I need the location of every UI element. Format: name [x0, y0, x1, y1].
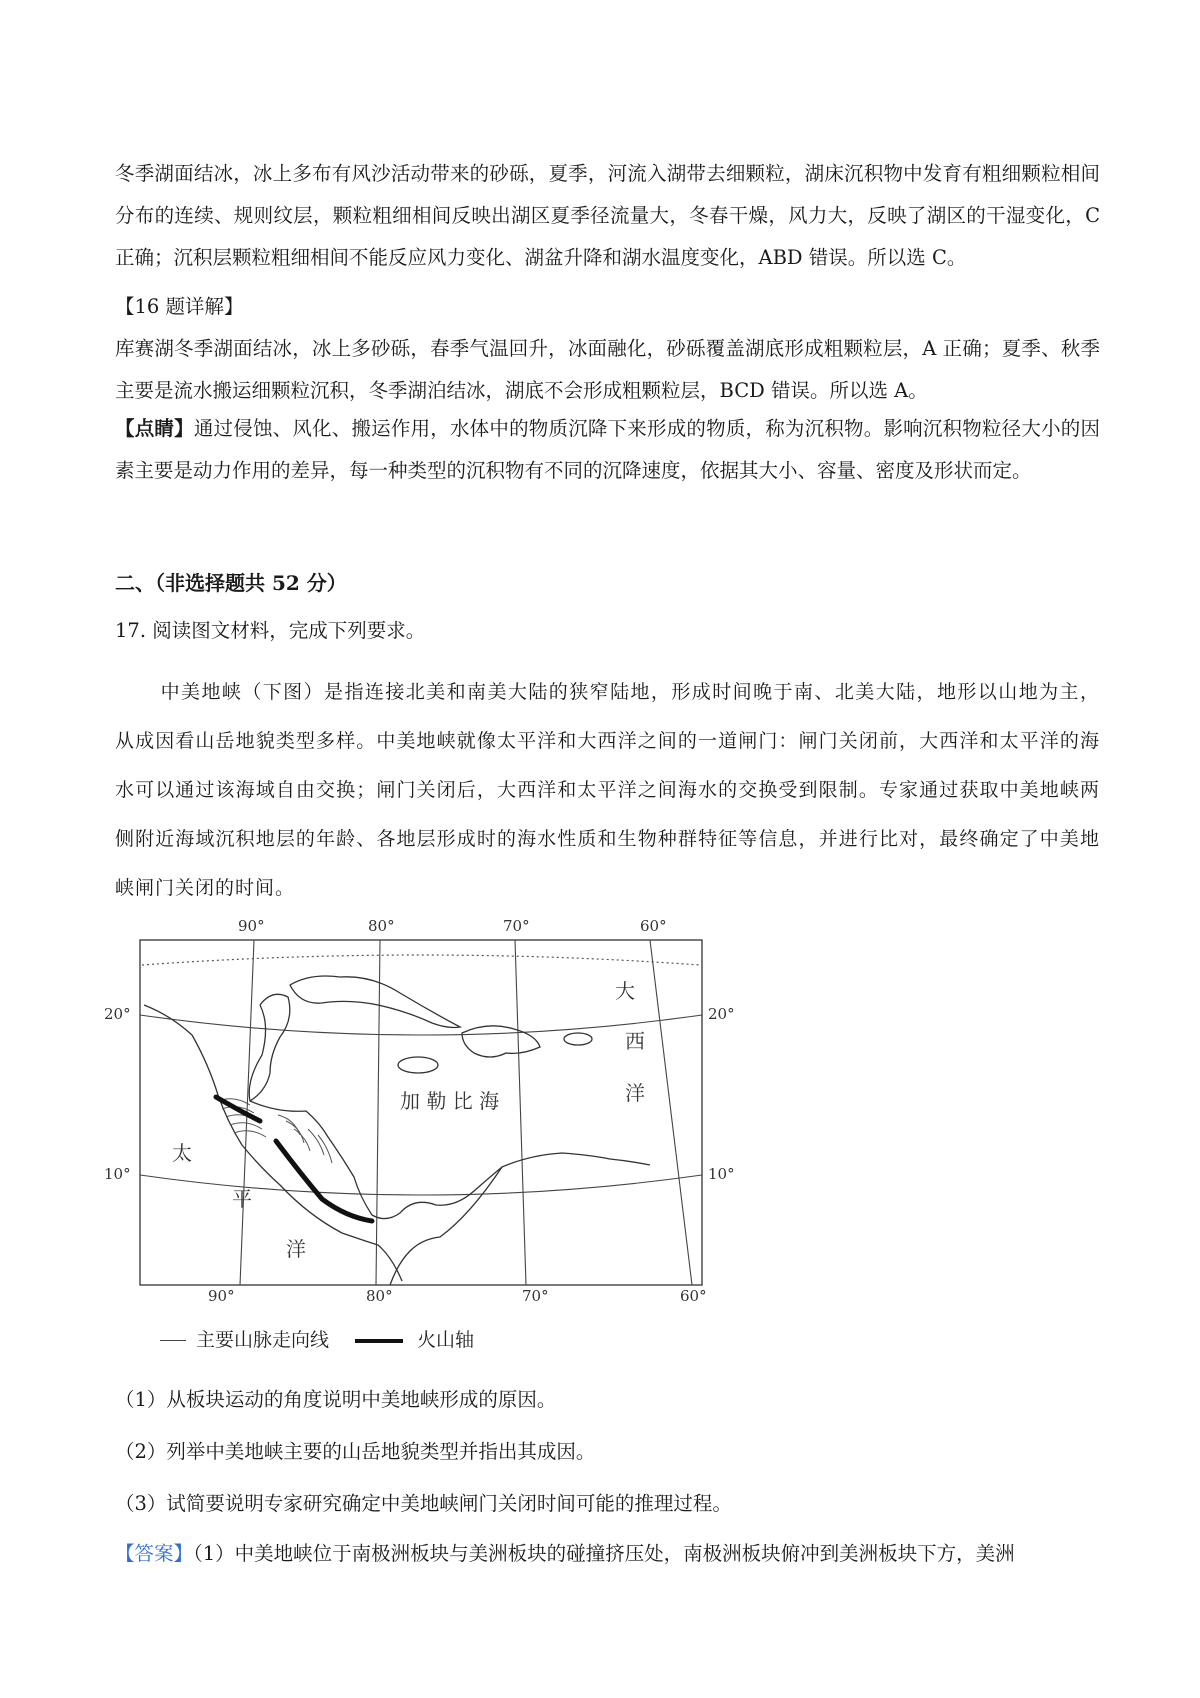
atlantic-label-2: 西 — [625, 1029, 645, 1053]
answer-line — [115, 1538, 1105, 1566]
explanation-text: 库赛湖冬季湖面结冰，冰上多砂砾，春季气温回升，冰面融化，砂砾覆盖湖底形成粗颗粒层，A 正确；夏季、秋季主要是流水搬运细颗粒沉积，冬季湖泊结冰，湖底不会形成粗颗粒层，BCD 错误。所以选 A。 — [115, 337, 1100, 402]
atlantic-label-3: 洋 — [625, 1081, 645, 1105]
meridian-70 — [515, 940, 526, 1285]
puerto-rico-outline — [564, 1033, 592, 1045]
central-america-map — [104, 915, 810, 1345]
dianjing-tag: 【点睛】 — [115, 417, 194, 440]
sub-question-1: （1）从板块运动的角度说明中美地峡形成的原因。 — [115, 1388, 557, 1411]
map-dotted-arc — [142, 955, 700, 965]
map-legend — [160, 1325, 474, 1352]
pacific-label-1: 太 — [172, 1141, 192, 1165]
hispaniola-outline — [462, 1026, 540, 1057]
atlantic-label-1: 大 — [615, 979, 635, 1003]
lat-right-20: 20° — [708, 1005, 735, 1023]
legend-mountain-trend: 主要山脉走向线 — [196, 1329, 330, 1351]
paragraph-16-explanation — [115, 328, 1100, 412]
lon-top-90: 90° — [238, 917, 265, 935]
cuba-outline — [290, 976, 460, 1028]
dianjing-text: 通过侵蚀、风化、搬运作用，水体中的物质沉降下来形成的物质，称为沉积物。影响沉积物粒径大小的因素主要是动力作用的差异，每一种类型的沉积物有不同的沉降速度，依据其大小、容量、密度及形状而定。 — [115, 417, 1100, 482]
paragraph-16-heading: 【16 题详解】 — [115, 295, 244, 318]
paragraph-dianjing — [115, 408, 1100, 492]
lon-bottom-90: 90° — [208, 1287, 235, 1305]
pacific-label-3: 洋 — [286, 1237, 306, 1261]
lon-top-60: 60° — [640, 917, 667, 935]
lon-bottom-60: 60° — [680, 1287, 707, 1305]
caribbean-sea-label: 加 勒 比 海 — [400, 1089, 500, 1113]
question-17-intro: 中美地峡（下图）是指连接北美和南美大陆的狭窄陆地，形成时间晚于南、北美大陆，地形以山地为主，从成因看山岳地貌类型多样。中美地峡就像太平洋和大西洋之间的一道闸门：闸门关闭前，大西洋和太平洋的海水可以通过该海域自由交换；闸门关闭后，大西洋和太平洋之间海水的交换受到限制。专家通过获取中美地峡两侧附近海域沉积地层的年龄、各地层形成时的海水性质和生物种群特征等信息，并进行比对，最终确定了中美地峡闸门关闭的时间。 — [115, 681, 1100, 899]
lat-right-10: 10° — [708, 1165, 735, 1183]
parallel-10 — [140, 1175, 702, 1195]
legend-thin-line — [160, 1340, 186, 1341]
sub-question-2: （2）列举中美地峡主要的山岳地貌类型并指出其成因。 — [115, 1440, 596, 1463]
sub-question-3: （3）试简要说明专家研究确定中美地峡闸门关闭时间可能的推理过程。 — [115, 1492, 732, 1515]
volcanic-axis-south — [276, 1141, 372, 1221]
question-17-line: 17. 阅读图文材料，完成下列要求。 — [115, 619, 426, 642]
map-graphic — [110, 915, 810, 1345]
lon-bottom-80: 80° — [366, 1287, 393, 1305]
lon-top-70: 70° — [503, 917, 530, 935]
jamaica-outline — [398, 1057, 438, 1073]
lat-left-20: 20° — [104, 1005, 131, 1023]
pacific-label-2: 平 — [232, 1187, 252, 1211]
south-america-coastline — [390, 1153, 650, 1285]
answer-tag: 【答案】 — [115, 1542, 194, 1565]
meridian-80 — [376, 940, 380, 1285]
lon-top-80: 80° — [368, 917, 395, 935]
legend-thick-line — [355, 1339, 403, 1343]
legend-volcanic-axis: 火山轴 — [417, 1329, 475, 1351]
lat-left-10: 10° — [104, 1165, 131, 1183]
lon-bottom-70: 70° — [522, 1287, 549, 1305]
answer-text: （1）中美地峡位于南极洲板块与美洲板块的碰撞挤压处，南极洲板块俯冲到美洲板块下方，美洲 — [193, 1542, 1015, 1565]
paragraph-15-explanation: 冬季湖面结冰，冰上多布有风沙活动带来的砂砾，夏季，河流入湖带去细颗粒，湖床沉积物中发育有粗细颗粒相间分布的连续、规则纹层，颗粒粗细相间反映出湖区夏季径流量大，冬春干燥，风力大，反映了湖区的干湿变化，C 正确；沉积层颗粒粗细相间不能反应风力变化、湖盆升降和湖水温度变化，ABD 错误。所以选 C。 — [115, 162, 1100, 269]
yucatan-outline — [250, 994, 290, 1101]
meridian-60 — [650, 940, 692, 1285]
section-heading: 二、（非选择题共 52 分） — [115, 571, 347, 595]
